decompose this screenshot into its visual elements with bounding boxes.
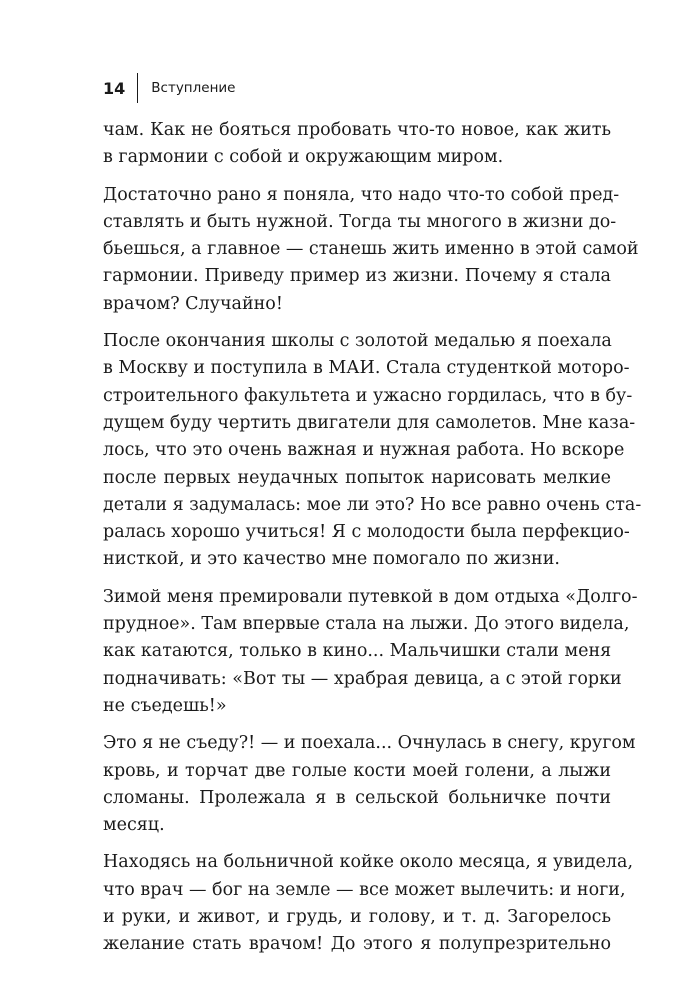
body-text [103, 117, 642, 969]
paragraph-5 [103, 730, 636, 839]
text-line: месяц. [103, 815, 165, 836]
text-line: Достаточно рано я поняла, что надо что-то собой пред- [103, 184, 620, 205]
paragraph-2 [103, 182, 639, 318]
text-line: детали я задумалась: мое ли это? Но все равно очень ста- [103, 494, 642, 515]
text-line: врачом? Случайно! [103, 293, 283, 314]
text-line: бьешься, а главное — станешь жить именно в этой самой [103, 239, 639, 260]
text-line: что врач — бог на земле — все может вылечить: и ноги, [103, 879, 626, 900]
text-line: лось, что это очень важная и нужная работа. Но вскоре [103, 440, 625, 461]
page-number: 14 [103, 78, 126, 98]
text-line: в Москву и поступила в МАИ. Стала студенткой моторо- [103, 358, 630, 379]
text-line: ралась хорошо учиться! Я с молодости была перфекцио- [103, 522, 630, 543]
text-line: подначивать: «Вот ты — храбрая девица, а с этой горки [103, 668, 622, 689]
text-line: Зимой меня премировали путевкой в дом отдыха «Долго- [103, 586, 638, 607]
text-line: ставлять и быть нужной. Тогда ты многого в жизни до- [103, 211, 617, 232]
text-line: кровь, и торчат две голые кости моей голени, а лыжи [103, 760, 611, 781]
text-line: прудное». Там впервые стала на лыжи. До этого видела, [103, 614, 630, 635]
text-line: в гармонии с собой и окружающим миром. [103, 147, 504, 168]
text-line: дущем буду чертить двигатели для самолетов. Мне каза- [103, 412, 636, 433]
paragraph-4 [103, 584, 638, 720]
header-divider [137, 73, 138, 103]
paragraph-1 [103, 117, 611, 172]
text-line: гармонии. Приведу пример из жизни. Почему я стала [103, 266, 611, 287]
paragraph-6 [103, 849, 634, 958]
text-line: после первых неудачных попыток нарисовать мелкие [103, 467, 611, 488]
text-line: После окончания школы с золотой медалью я поехала [103, 331, 612, 352]
text-line: сломаны. Пролежала я в сельской больничке почти [103, 787, 611, 808]
text-line: не съедешь!» [103, 695, 227, 716]
chapter-title: Вступление [151, 80, 236, 96]
text-line: и руки, и живот, и грудь, и голову, и т. д. Загорелось [103, 907, 611, 928]
running-header [103, 76, 235, 100]
text-line: желание стать врачом! До этого я полупрезрительно [103, 934, 611, 955]
text-line: строительного факультета и ужасно гордилась, что в бу- [103, 385, 633, 406]
text-line: Это я не съеду?! — и поехала... Очнулась в снегу, кругом [103, 733, 636, 754]
text-line: нисткой, и это качество мне помогало по жизни. [103, 549, 560, 570]
text-line: как катаются, только в кино... Мальчишки стали меня [103, 641, 612, 662]
paragraph-3 [103, 328, 642, 574]
text-line: Находясь на больничной койке около месяца, я увидела, [103, 852, 634, 873]
text-line: чам. Как не бояться пробовать что-то новое, как жить [103, 120, 611, 140]
